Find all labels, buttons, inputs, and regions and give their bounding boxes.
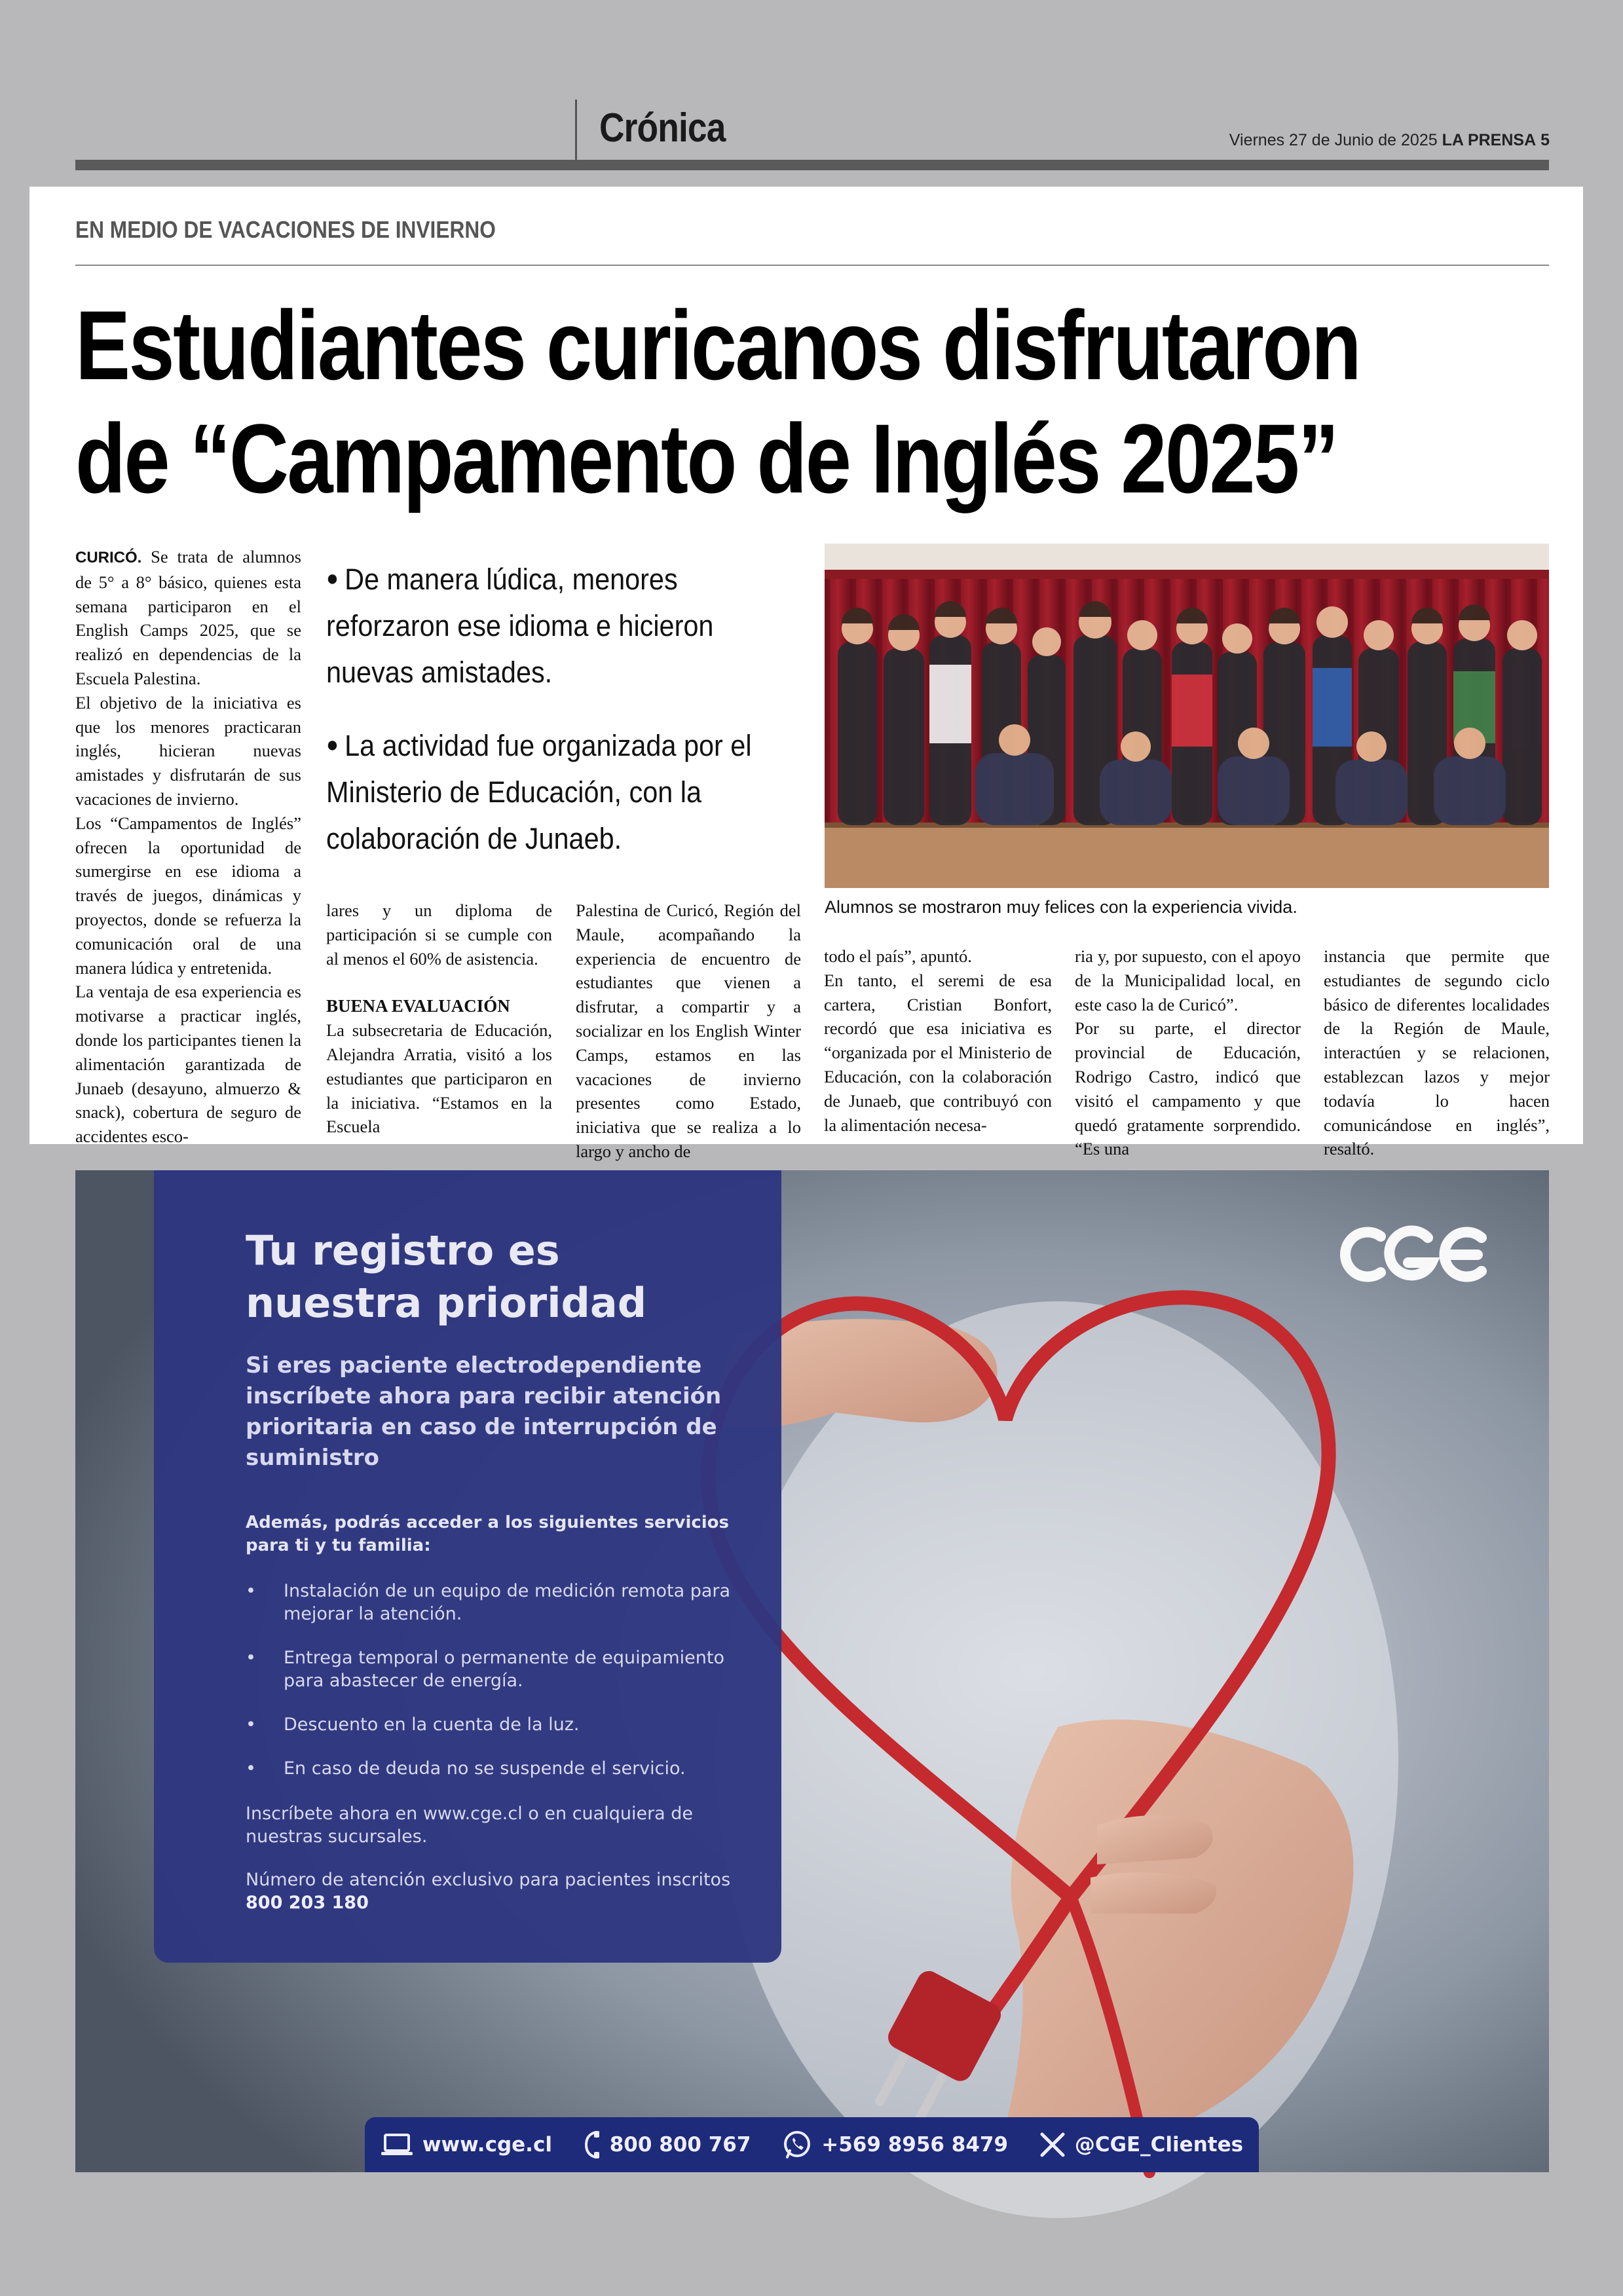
bullet-text: La actividad fue organizada por el Ministerio de Educación, con la colaboración de Junaeb. bbox=[326, 729, 752, 855]
header-rule bbox=[75, 160, 1549, 170]
contact-whatsapp[interactable] bbox=[782, 2130, 1008, 2160]
ad-phone-note bbox=[246, 1868, 756, 1914]
contact-web[interactable] bbox=[381, 2133, 552, 2157]
header-divider bbox=[575, 100, 577, 160]
contact-whatsapp-text: +569 8956 8479 bbox=[821, 2133, 1009, 2157]
summary-bullets bbox=[326, 555, 811, 888]
headline-line-2: de “Campamento de Inglés 2025” bbox=[75, 403, 1338, 513]
publication-name: LA PRENSA bbox=[1442, 131, 1537, 149]
paragraph: En tanto, el seremi de esa cartera, Cristian Bonfort, recordó que esa iniciativa es “organizada por el Ministerio de Educación, con la colaboración de Junaeb, que contribuyó con la alimentación necesa- bbox=[824, 970, 1052, 1135]
body-column-1 bbox=[75, 545, 301, 1147]
list-item: • Entrega temporal o permanente de equipamiento para abastecer de energía. bbox=[246, 1646, 756, 1692]
contact-phone-text: 800 800 767 bbox=[609, 2133, 751, 2157]
contact-x[interactable] bbox=[1039, 2132, 1243, 2158]
summary-bullet bbox=[326, 555, 808, 695]
paragraph: Los “Campamentos de Inglés” ofrecen la oportunidad de sumergirse en ese idioma a través de juegos, dinámicas y proyectos, donde se refuerza la comunicación oral de una manera lúdica y entretenida. bbox=[75, 813, 301, 978]
contact-x-text: @CGE_Clientes bbox=[1074, 2133, 1244, 2157]
dateline: CURICÓ. bbox=[75, 549, 142, 566]
paragraph: ria y, por supuesto, con el apoyo de la Municipalidad local, en este caso la de Curicó”. bbox=[1075, 946, 1301, 1014]
section-subhead: BUENA EVALUACIÓN bbox=[326, 996, 510, 1016]
contact-phone[interactable] bbox=[584, 2130, 751, 2159]
list-item: • En caso de deuda no se suspende el servicio. bbox=[246, 1757, 756, 1780]
laptop-icon bbox=[381, 2133, 413, 2157]
summary-bullet bbox=[326, 722, 808, 862]
x-logo-icon bbox=[1039, 2132, 1066, 2158]
ad-title: Tu registro es nuestra prioridad bbox=[246, 1227, 647, 1327]
ad-services-list bbox=[246, 1580, 756, 1801]
body-column-2 bbox=[326, 898, 552, 1137]
body-column-4 bbox=[824, 944, 1052, 1134]
page-header bbox=[0, 0, 1623, 187]
ad-subtitle: Si eres paciente electrodependiente inscríbete ahora para recibir atención prioritaria en caso de interrupción de suministro bbox=[246, 1352, 722, 1471]
body-column-5 bbox=[1075, 944, 1301, 1159]
body-column-6 bbox=[1324, 944, 1550, 1159]
paragraph: lares y un diploma de participación si se cumple con al menos el 60% de asistencia. bbox=[326, 900, 552, 969]
bullet-text: De manera lúdica, menores reforzaron ese idioma e hicieron nuevas amistades. bbox=[326, 563, 714, 689]
cge-logo bbox=[1330, 1223, 1490, 1286]
bullet-dot-icon: ● bbox=[326, 566, 339, 591]
list-item: • Instalación de un equipo de medición remota para mejorar la atención. bbox=[246, 1580, 756, 1625]
contact-web-text: www.cge.cl bbox=[422, 2133, 552, 2157]
section-label: Crónica bbox=[599, 105, 726, 151]
article-kicker: EN MEDIO DE VACACIONES DE INVIERNO bbox=[75, 216, 496, 243]
bullet-dot-icon: ● bbox=[326, 732, 339, 757]
paragraph: La ventaja de esa experiencia es motivarse a practicar inglés, donde los participantes tienen la alimentación garantizada de Junaeb (desayuno, almuerzo & snack), cobertura de seguro de accidentes esco- bbox=[75, 982, 301, 1147]
group-photo bbox=[825, 544, 1549, 888]
paragraph-text: Se trata de alumnos de 5° a 8° básico, quienes esta semana participaron en el English Camps 2025, que se realizó en dependencias de la Escuela Palestina. bbox=[75, 547, 301, 688]
paragraph bbox=[75, 545, 301, 691]
issue-date: Viernes 27 de Junio de 2025 bbox=[1229, 131, 1438, 149]
paragraph: El objetivo de la iniciativa es que los menores practicaran inglés, hicieran nuevas amistades y disfrutarán de sus vacaciones de invierno. bbox=[75, 692, 301, 809]
ad-contact-bar bbox=[365, 2117, 1259, 2172]
exclusive-phone-number: 800 203 180 bbox=[246, 1893, 369, 1913]
phone-icon bbox=[584, 2130, 601, 2159]
body-column-3 bbox=[576, 898, 801, 1161]
whatsapp-icon bbox=[782, 2130, 812, 2160]
paragraph: Palestina de Curicó, Región del Maule, acompañando la experiencia de encuentro de estudiantes que vienen a disfrutar, a compartir y a socializar en los English Winter Camps, estamos en las vacaciones de invierno presentes como Estado, iniciativa que se realiza a lo largo y ancho de bbox=[576, 900, 801, 1161]
headline-line-1: Estudiantes curicanos disfrutaron bbox=[75, 290, 1360, 400]
paragraph: instancia que permite que estudiantes de segundo ciclo básico de diferentes localidades de la Región de Maule, interactúen y se relacionen, establezcan lazos y mejor todavía lo hacen comunicándose en inglés”, resaltó. bbox=[1324, 946, 1550, 1159]
paragraph: Por su parte, el director provincial de Educación, Rodrigo Castro, indicó que visitó el campamento y que quedó gratamente sorprendido. “Es una bbox=[1075, 1018, 1301, 1159]
ad-call-to-action: Inscríbete ahora en www.cge.cl o en cualquiera de nuestras sucursales. bbox=[246, 1804, 694, 1847]
phone-note-text: Número de atención exclusivo para pacientes inscritos bbox=[246, 1870, 731, 1890]
list-item: • Descuento en la cuenta de la luz. bbox=[246, 1713, 756, 1736]
page-number: 5 bbox=[1540, 131, 1550, 149]
date-line bbox=[1229, 131, 1550, 150]
photo-caption: Alumnos se mostraron muy felices con la experiencia vivida. bbox=[825, 897, 1297, 917]
ad-services-lead: Además, podrás acceder a los siguientes servicios para ti y tu familia: bbox=[246, 1513, 730, 1555]
kicker-rule bbox=[75, 265, 1549, 266]
paragraph: todo el país”, apuntó. bbox=[824, 946, 972, 966]
paragraph: La subsecretaria de Educación, Alejandra Arratia, visitó a los estudiantes que participaron en la iniciativa. “Estamos en la Escuela bbox=[326, 1020, 552, 1137]
